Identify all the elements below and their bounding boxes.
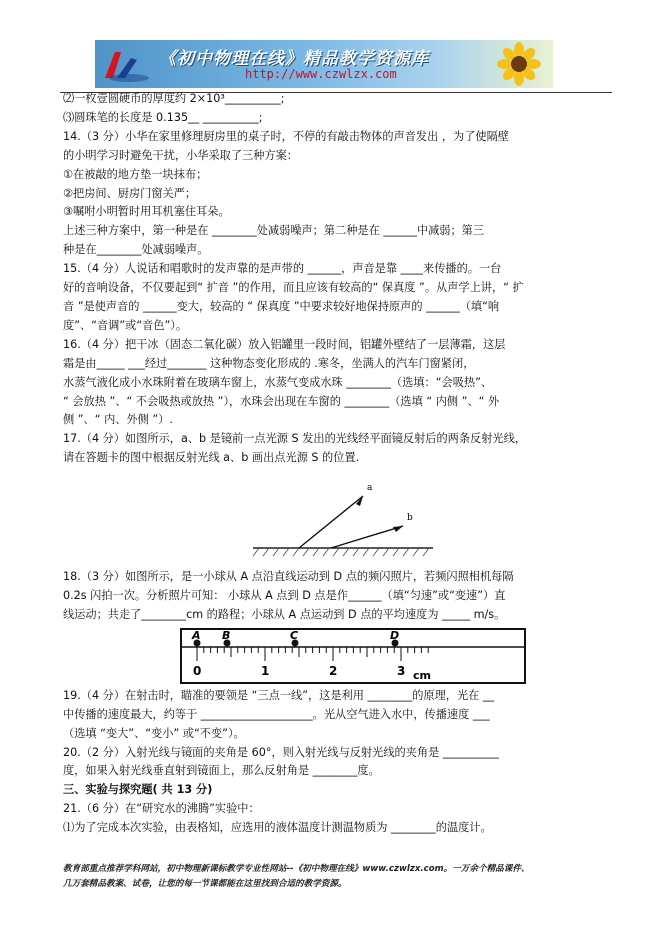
text-line: 霜是由_____ ___经过_______ 这种物态变化形成的 .寒冬，坐满人的汽车门窗紧闭， [63, 356, 475, 370]
section-heading: 三、实验与探究题( 共 13 分) [63, 783, 213, 797]
text-line: 14.（3 分）小华在家里修理厨房里的桌子时，不停的有敲击物体的声音发出 ，为了使隔壁 [63, 129, 509, 143]
text-line: 20.（2 分）入射光线与镜面的夹角是 60°，则入射光线与反射光线的夹角是 __________ [63, 745, 499, 759]
text-line: 16.（4 分）把干冰（固态二氧化碳）放入铝罐里一段时间，铝罐外壁结了一层薄霜，这层 [63, 337, 506, 351]
text-line: 0.2s 闪拍一次。分析照片可知： 小球从 A 点到 D 点是作______（填“匀速”或“变速”）直 [63, 589, 506, 603]
text-line: 请在答题卡的图中根据反射光线 a、b 画出点光源 S 的位置. [63, 451, 360, 465]
header-banner [95, 40, 553, 88]
text-line: ③嘱咐小明暂时用耳机塞住耳朵。 [63, 205, 230, 219]
mirror-reflection-figure [253, 468, 453, 568]
text-line: 好的音响设备，不仅要起到“ 扩音 ”的作用，而且应该有较高的“ 保真度 ”。从声学上讲，“ 扩 [63, 281, 524, 295]
point-C: C [290, 628, 299, 642]
tick-2: 2 [329, 663, 338, 678]
text-line: 水蒸气液化成小水珠附着在玻璃车窗上，水蒸气变成水珠 ________（选填：“会吸热”、 [63, 375, 493, 389]
header-title: 《初中物理在线》精品教学资源库 [159, 49, 429, 69]
label-b: b [407, 513, 413, 524]
ruler-unit: cm [413, 668, 431, 682]
text-line: 上述三种方案中，第一种是在 ________处减弱噪声；第二种是在 ______中减弱；第三 [63, 224, 485, 238]
logo-icon [101, 44, 151, 84]
text-line: ⑶圆珠笔的长度是 0.135__ __________; [63, 110, 263, 124]
text-line: 线运动；共走了________cm 的路程；小球从 A 点运动到 D 点的平均速度为 _____ m/s。 [63, 607, 506, 621]
text-line: ⑴为了完成本次实验，由表格知，应选用的液体温度计测温物质为 ________的温度计。 [63, 821, 492, 835]
text-line: 度，如果入射光线垂直射到镜面上，那么反射角是 ________度。 [63, 764, 380, 778]
point-B: B [222, 628, 231, 642]
text-line: ①在被敲的地方垫一块抹布； [63, 167, 208, 181]
text-line: ②把房间、厨房门窗关严； [63, 186, 197, 200]
text-line: 中传播的速度最大，约等于 ____________________。光从空气进入水中，传播速度 ___ [63, 707, 490, 721]
text-line: 侧 ”、“ 内、外侧 ”）. [63, 413, 173, 427]
footer-line: 几万套精品教案、试卷，让您的每一节课都能在这里找到合适的教学资源。 [63, 879, 347, 889]
tick-3: 3 [397, 663, 406, 678]
text-line: 的小明学习时避免干扰，小华采取了三种方案： [63, 148, 298, 162]
text-line: 种是在________处减弱噪声。 [63, 243, 209, 257]
page-footer [63, 862, 619, 892]
ray-b [331, 526, 403, 548]
footer-line: 教育部重点推荐学科网站，初中物理新课标教学专业性网站--《初中物理在线》www.czwlzx.com。一万余个精品课件、 [63, 864, 530, 874]
text-line: 音 ”是使声音的 ______变大，较高的 “ 保真度 ”中要求较好地保持原声的 ______（填“响 [63, 299, 500, 313]
text-line: 21.（6 分）在“研究水的沸腾”实验中： [63, 802, 260, 816]
tick-1: 1 [261, 663, 270, 678]
text-line: （选填 “变大”、“变小” 或“不变”）。 [63, 726, 245, 740]
ruler-figure [173, 627, 533, 685]
text-line: 19.（4 分）在射击时，瞄准的要领是 “三点一线”，这是利用 ________的原理，光在 __ [63, 688, 495, 702]
text-line: ⑵一枚壹圆硬币的厚度约 2×10³__________; [63, 92, 285, 105]
text-line: 15.（4 分）人说话和唱歌时的发声靠的是声带的 ______，声音是靠 ____来传播的。一台 [63, 262, 502, 276]
label-a: a [367, 483, 373, 494]
header-url: http://www.czwlzx.com [245, 67, 397, 81]
point-A: A [192, 628, 201, 642]
sunflower-icon [491, 42, 547, 86]
document-body [63, 90, 619, 838]
tick-0: 0 [193, 663, 202, 678]
point-D: D [390, 628, 400, 642]
text-line: 度”、“音调”或“音色”）。 [63, 318, 188, 332]
text-line: 17.（4 分）如图所示，a、b 是镜前一点光源 S 发出的光线经平面镜反射后的两条反射光线， [63, 432, 526, 446]
text-line: 18.（3 分）如图所示，是一小球从 A 点沿直线运动到 D 点的频闪照片，若频闪照相机每隔 [63, 570, 514, 584]
text-line: “ 会放热 ”、“ 不会吸热或放热 ”），水珠会出现在车窗的 ________（选填 “ 内侧 ”、“ 外 [63, 394, 500, 408]
ray-a [299, 496, 363, 548]
